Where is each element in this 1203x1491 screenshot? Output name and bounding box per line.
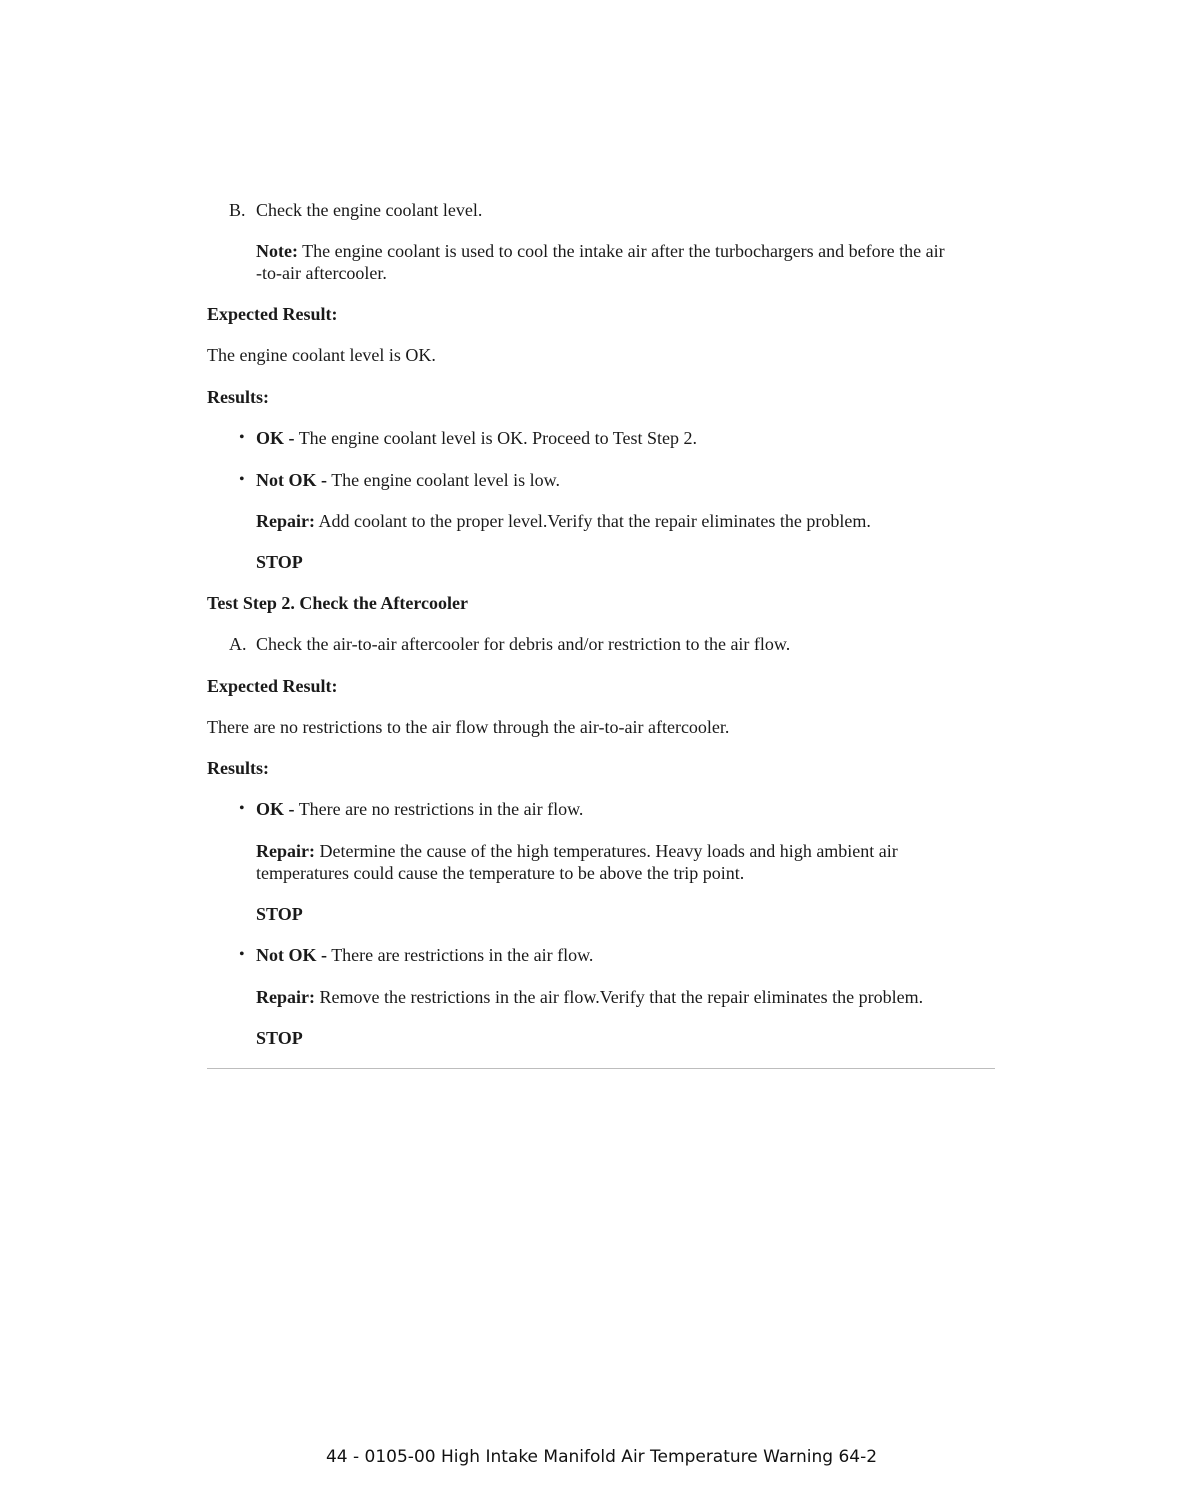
bullet-icon: • (239, 946, 245, 963)
stop-3: STOP (256, 1028, 303, 1048)
step-a-marker: A. (229, 634, 247, 654)
repair-2-line-1 (256, 840, 898, 862)
ok-label: OK - (256, 428, 295, 448)
step-a-text: Check the air-to-air aftercooler for debris and/or restriction to the air flow. (256, 634, 791, 654)
not-ok-text: The engine coolant level is low. (331, 470, 560, 490)
repair-3 (256, 986, 923, 1008)
results-heading-2: Results: (207, 758, 269, 778)
not-ok-label: Not OK - (256, 945, 327, 965)
expected-result-heading-1: Expected Result: (207, 304, 338, 324)
bullet-icon: • (239, 429, 245, 446)
results-heading-1: Results: (207, 387, 269, 407)
test-step-2-heading: Test Step 2. Check the Aftercooler (207, 593, 468, 613)
repair-label: Repair: (256, 511, 315, 531)
step-b-marker: B. (229, 200, 246, 220)
expected-result-heading-2: Expected Result: (207, 676, 338, 696)
ok-text: There are no restrictions in the air flow. (298, 799, 584, 819)
repair-label: Repair: (256, 841, 315, 861)
ok-text: The engine coolant level is OK. Proceed to Test Step 2. (298, 428, 697, 448)
bullet-icon: • (239, 800, 245, 817)
bullet-icon: • (239, 471, 245, 488)
step-b-text: Check the engine coolant level. (256, 200, 483, 220)
repair-2-line-2: temperatures could cause the temperature to be above the trip point. (256, 863, 745, 883)
note-line-1 (256, 240, 945, 262)
stop-2: STOP (256, 904, 303, 924)
repair-text-1: Determine the cause of the high temperatures. Heavy loads and high ambient air (319, 841, 898, 861)
step-b (229, 199, 482, 221)
note-text-1: The engine coolant is used to cool the intake air after the turbochargers and before the air (302, 241, 945, 261)
note-label: Note: (256, 241, 298, 261)
expected-result-text-2: There are no restrictions to the air flow through the air-to-air aftercooler. (207, 717, 730, 737)
result-not-ok-2 (256, 944, 593, 966)
result-ok-1 (256, 427, 697, 449)
stop-1: STOP (256, 552, 303, 572)
note-line-2: -to-air aftercooler. (256, 263, 387, 283)
repair-1 (256, 510, 871, 532)
repair-text: Add coolant to the proper level.Verify that the repair eliminates the problem. (318, 511, 871, 531)
repair-text: Remove the restrictions in the air flow.Verify that the repair eliminates the problem. (319, 987, 924, 1007)
ok-label: OK - (256, 799, 295, 819)
step-a (229, 633, 790, 655)
result-ok-2 (256, 798, 583, 820)
expected-result-text-1: The engine coolant level is OK. (207, 345, 436, 365)
page-footer: 44 - 0105-00 High Intake Manifold Air Temperature Warning 64-2 (325, 1447, 878, 1467)
horizontal-divider (207, 1068, 995, 1069)
not-ok-text: There are restrictions in the air flow. (331, 945, 594, 965)
result-not-ok-1 (256, 469, 560, 491)
not-ok-label: Not OK - (256, 470, 327, 490)
repair-label: Repair: (256, 987, 315, 1007)
